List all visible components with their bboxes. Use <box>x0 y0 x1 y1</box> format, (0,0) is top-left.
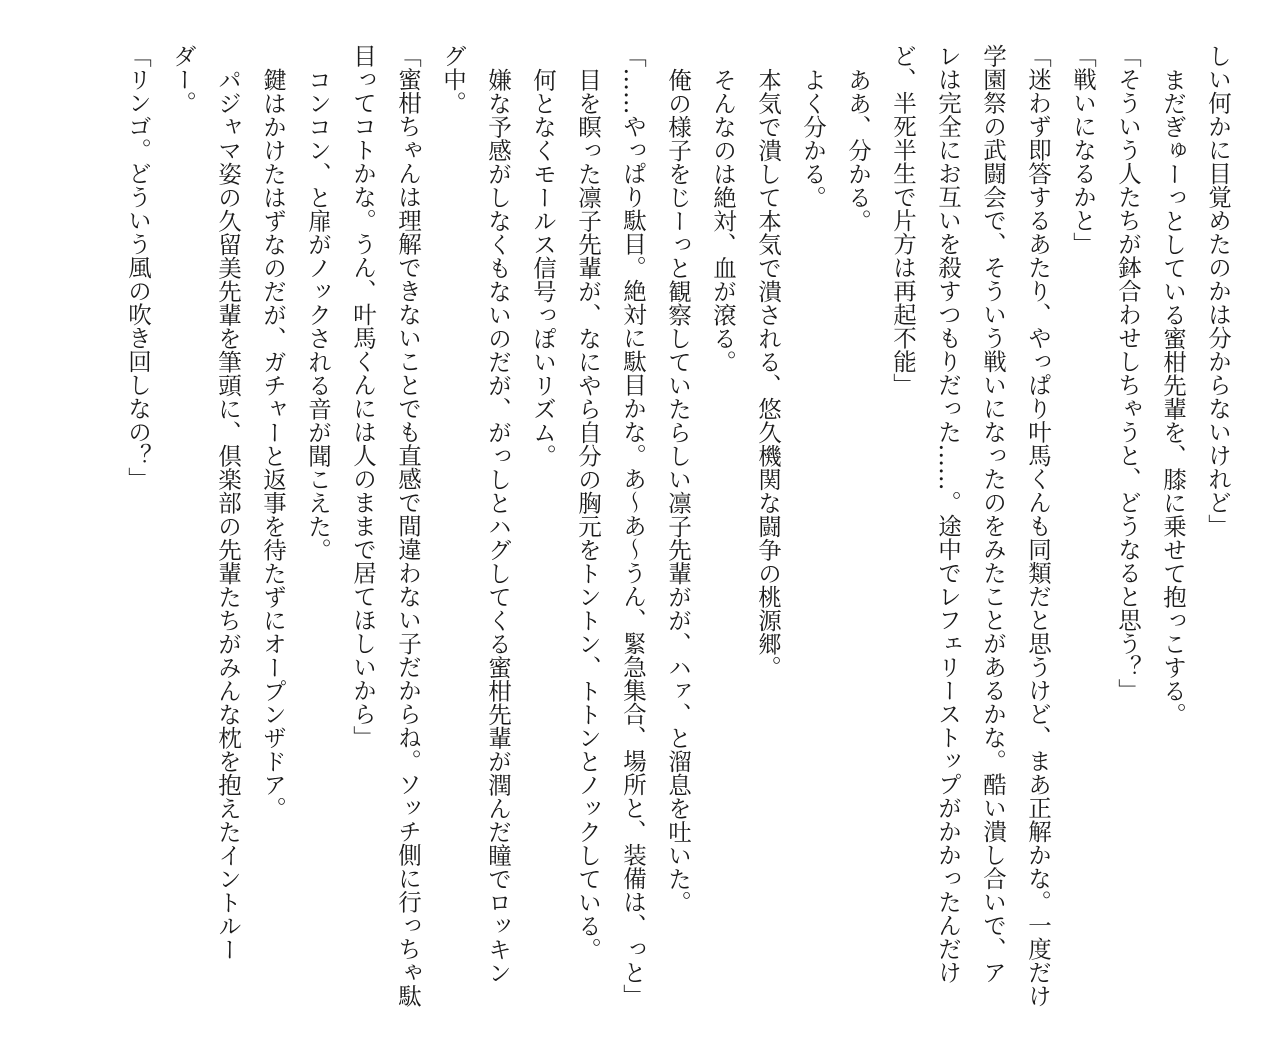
text-line: 何となくモールス信号っぽいリズム。 <box>529 67 557 467</box>
text-line: ど、半死半生で片方は再起不能」 <box>889 44 917 397</box>
text-line: レは完全にお互いを殺すつもりだった……。途中でレフェリーストップがかかったんだけ <box>934 44 962 984</box>
text-line: コンコン、と扉がノックされる音が聞こえた。 <box>304 67 332 561</box>
text-line: グ中。 <box>439 44 467 115</box>
vertical-text-body <box>40 44 1240 1019</box>
text-line: 「……やっぱり駄目。絶対に駄目かな。あ～あ～うん、緊急集合、場所と、装備は、っと」 <box>619 44 647 1008</box>
text-line: ああ、分かる。 <box>844 67 872 232</box>
text-line: 鍵はかけたはずなのだが、ガチャーと返事を待たずにオープンザドア。 <box>259 67 287 820</box>
text-line: 目を瞑った凛子先輩が、なにやら自分の胸元をトントン、トトンとノックしている。 <box>574 67 602 961</box>
text-line: 本気で潰して本気で潰される、悠久機関な闘争の桃源郷。 <box>754 67 782 679</box>
text-line: よく分かる。 <box>799 67 827 209</box>
text-line: ダー。 <box>169 44 197 115</box>
text-line: 俺の様子をじーっと観察していたらしい凛子先輩がが、ハァ、と溜息を吐いた。 <box>664 67 692 914</box>
text-line: 「戦いになるかと」 <box>1069 44 1097 256</box>
text-line: そんなのは絶対、血が滾る。 <box>709 67 737 373</box>
text-line: 学園祭の武闘会で、そういう戦いになったのをみたことがあるかな。酷い潰し合いで、ア <box>979 44 1007 984</box>
text-line: 「リンゴ。どういう風の吹き回しなの？」 <box>124 44 152 491</box>
text-line: 「蜜柑ちゃんは理解できないことでも直感で間違わない子だからね。ソッチ側に行っちゃ駄 <box>394 44 422 1008</box>
text-line: 嫌な予感がしなくもないのだが、がっしとハグしてくる蜜柑先輩が潤んだ瞳でロッキン <box>484 67 512 984</box>
text-line: しい何かに目覚めたのかは分からないけれど」 <box>1204 44 1232 538</box>
text-line: 「迷わず即答するあたり、やっぱり叶馬くんも同類だと思うけど、まあ正解かな。一度だけ <box>1024 44 1052 1008</box>
text-line: 「そういう人たちが鉢合わせしちゃうと、どうなると思う？」 <box>1114 44 1142 702</box>
text-line: 目ってコトかな。うん、叶馬くんには人のままで居てほしいから」 <box>349 44 377 749</box>
text-line: まだぎゅーっとしている蜜柑先輩を、膝に乗せて抱っこする。 <box>1159 67 1187 726</box>
text-line: パジャマ姿の久留美先輩を筆頭に、倶楽部の先輩たちがみんな枕を抱えたイントルー <box>214 67 242 961</box>
